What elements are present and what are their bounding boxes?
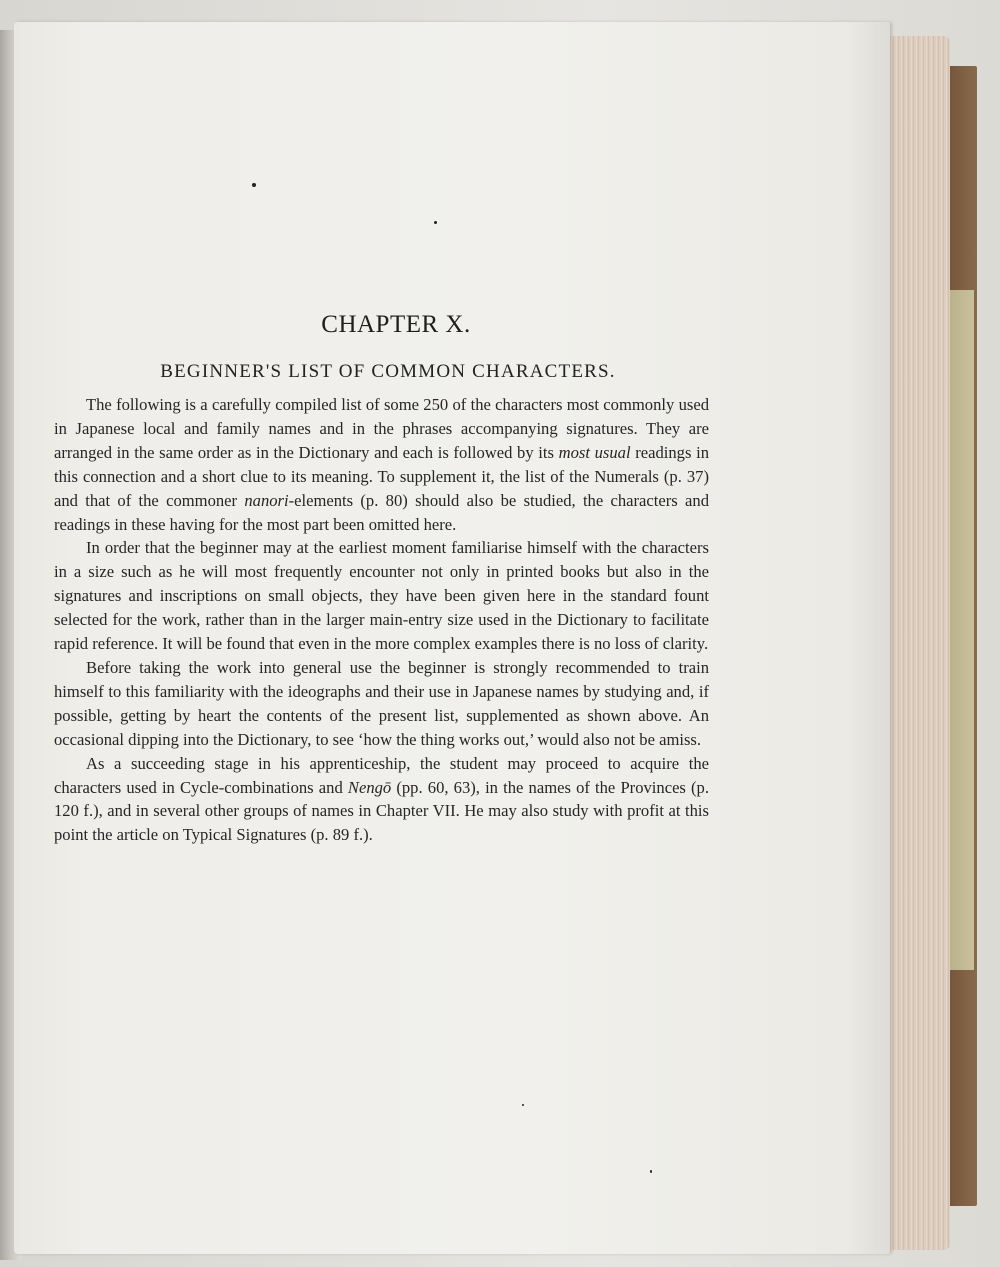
ink-speck bbox=[434, 221, 437, 224]
cover-cloth-strip bbox=[948, 290, 974, 970]
ink-speck bbox=[252, 183, 256, 187]
book-page bbox=[14, 22, 890, 1254]
text-run: Before taking the work into general use the beginner is strongly recommended to train himself to this familiarity with the ideographs and their use in Japanese names by studying and, if possible, getting by heart the contents of the present list, supplemented as shown above. An occasional dipping into the Dictionary, to see ‘how the thing works out,’ would also not be amiss. bbox=[54, 657, 709, 749]
ink-speck bbox=[650, 1170, 652, 1173]
paragraph bbox=[54, 656, 709, 752]
text-run: The following is a carefully compiled list of some 250 of the characters most commonly used in Japanese local and family names and in the phrases accompanying signatures. They are arranged in the same order as in the Dictionary and each is followed by its bbox=[54, 395, 709, 462]
paragraph bbox=[54, 752, 709, 848]
paragraph bbox=[54, 393, 709, 536]
text-run: As a succeeding stage in his apprenticeship, the student may proceed to acquire the characters used in Cycle-combinations and bbox=[54, 753, 709, 797]
chapter-heading: CHAPTER X. bbox=[321, 311, 471, 338]
italic-text: nanori bbox=[244, 490, 289, 510]
section-title: BEGINNER'S LIST OF COMMON CHARACTERS. bbox=[160, 361, 616, 382]
ink-speck bbox=[522, 1104, 524, 1106]
paragraph bbox=[54, 536, 709, 656]
italic-text: Nengō bbox=[347, 777, 392, 797]
body-text bbox=[54, 393, 709, 847]
italic-text: most usual bbox=[558, 442, 631, 462]
page-block-edges bbox=[880, 36, 950, 1250]
text-run: (pp. 60, 63), in the names of the Provinces (p. 120 f.), and in several other groups of names in Chapter VII. He may also study with profit at this point the article on Typical Signatures (p. 89 f.). bbox=[54, 777, 709, 845]
text-run: In order that the beginner may at the earliest moment familiarise himself with the characters in a size such as he will most frequently encounter not only in printed books but also in the signatures and inscriptions on small objects, they have been given here in the standard fount selected for the work, rather than in the larger main-entry size used in the Dictionary to facilitate rapid reference. It will be found that even in the more complex examples there is no loss of clarity. bbox=[54, 538, 709, 654]
text-run: -elements (p. 80) should also be studied, the characters and readings in these having for the most part been omitted here. bbox=[54, 490, 709, 534]
text-run: readings in this connection and a short clue to its meaning. To supplement it, the list of the Numerals (p. 37) and that of the commoner bbox=[54, 442, 709, 510]
